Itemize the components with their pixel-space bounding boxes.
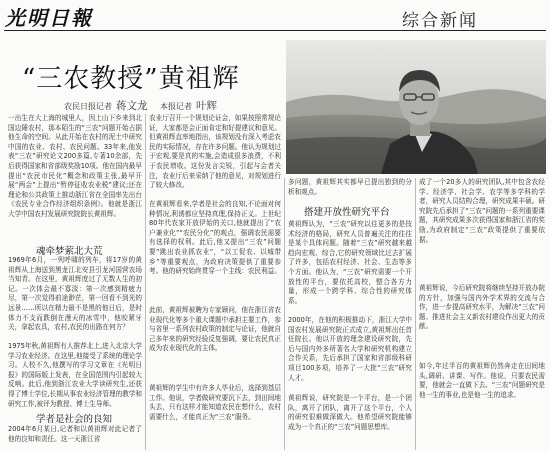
byline [64,98,221,113]
column-4-paragraph-2: 黄祖辉说，今后研究院将继续坚持开放办院的方针，加强与国内外学术界的交流与合作，进一步提高研究水平，为解决“三农”问题、推进社会主义新农村建设作出更大的贡献。 [419,284,545,331]
byline-role-1: 农民日报记者 [64,102,112,111]
section-title: 综合新闻 [402,11,478,31]
column-3-paragraph-2: 黄祖辉认为，“三农”研究以往更多的是技术经济的格局，研究人员普遍关注的往往是某个具体问题。随着“三农”研究越来越趋向宏观、综合,它的研究领域比过去扩展了许多，包括农村经济、社会、生态等多个方面。他认为，“三农”研究需要一个开放性的平台，要依托高校，整合各方力量，形成一个跨学科、综合性的研究体系。 [288,220,412,305]
newspaper-masthead: 光明日報 [5,6,93,30]
subheading-3: 搭建开放性研究平台 [304,207,390,218]
byline-name-2: 叶辉 [196,100,218,112]
column-1-paragraph-1: 一出生在大上海的城里人，因上山下乡来到北国边陲农村，那本陌生的“三农”问题开始占据他生命的空间。从此开始在农村的泥土中研究中国的农业、农村、农民问题。33年来,他发表“三农”研究论文200多篇,专著10余部，先后获得国家和省部级奖励10项。他在国内最早提出“农民市民化”概念和政策主张,最早开展“两会”上提出“暂停征收农业税”建议;还在理论和公共政策上推动浙江省在全国率先出台《农民专业合作经济组织条例》。他就是浙江大学中国农村发展研究院院长黄祖辉。 [8,114,142,218]
column-1-paragraph-2: 1969年6月，一列呼啸的列车，将17岁的黄祖辉从上海送到黑龙江北安县引龙河国营农场当知青。在这里，黄祖辉度过了无数人生的初记。一次体会最不寡淡：第一次感到精疲力尽，第一次觉得前途渺茫，第一回看不到光的远景……所以在精力最不是黑的他日后，是时体力不支而跌倒在漫天的冰雪中，他咬紧牙关，拿起农具，农村,农民的出路在何方？ [8,256,142,332]
subheading-2: 学者是社会的良知 [36,414,113,425]
column-1-paragraph-4: 2004年6月某日,记者和以黄祖辉对此记者了他的良知和责任。这一天浙江省 [8,425,142,443]
column-2-paragraph-4: 黄祖辉的学生中有许多人毕业后，选择到基层工作。他说，学者做研究要沉下去，到田间地头去，只有这样才能知道农民在想什么，农村需要什么，才能真正为“三农”服务。 [149,384,281,421]
column-divider [145,114,146,450]
column-3-paragraph-3: 2000年，在他的积极推动下，浙江大学中国农村发展研究院正式成立,黄祖辉出任首任院长。他以开放的理念建设研究院，先后与国内外多所著名大学和研究机构建立合作关系，先后承担了国家和省部级科研项目100多项，培养了一大批“三农”研究人才。 [288,316,412,382]
column-1-paragraph-3: 1975年秋,黄祖辉有人推荐北上,进入北京大学学习农业经济。在这里,他接受了系统的理论学习。人校不久,他撰写的学习文章在《光明日报》的国际版上发表，在全国范围内引起较大反响。此后,他到浙江农业大学读研究生,还获得了博士学位,长期从事农业经济管理的教学和研究工作,被评为教授、博士生导师。 [8,342,142,408]
column-4-paragraph-1: 成了一个20多人的研究团队,其中包含农经学、经济学、社会学、农学等多学科的学者，研究人员结构合理，研究成果丰硕。研究院先后承担了“三农”问题的一系列重要课题，其研究成果多次获得国家和浙江省的奖励,为政府制定“三农”政策提供了重要依据。 [419,178,545,244]
column-2-paragraph-3: 此前，黄祖辉被聘为专家顾问，他在浙江省农业现代化等多个重大课题中承担主要工作，参与省里一系列农村政策的制定与论证，他就自己多年来的研究经验反复强调，要让农民真正成为农业现代化的主体。 [149,306,281,353]
byline-name-1: 蒋文龙 [116,100,148,112]
portrait-photo [286,40,546,174]
column-3-paragraph-4: 黄祖辉说，研究院是一个平台，是一个团队，离开了团队，离开了这个平台，个人的研究很难做深做大。他希望研究院能够成为一个真正的“三农”问题思想库。 [288,394,412,431]
column-divider [284,178,285,450]
header-rule [4,30,546,31]
column-2-paragraph-2: 在黄祖辉看来,学者是社会的良知,不论面对何种情况,利诱都应坚持真理,保持正义。上世纪80年代农家开放伊始的关口,他就提出了“农户兼业化”“农民分化”的观点，强调农民需要有选择的权利。此后,他又提出“三农”问题要“跳出农业抓农业”，“以工促农、以城带乡”等重要观点，为政府决策提供了重要参考。他的研究始终贯穿一个主线：农民利益。 [149,200,281,276]
column-2-paragraph-1: 农业厅召开一个规划论证会，如果按照常规论证，大家都是会正面肯定和好提建议和意见。但黄祖辉直率地指出，该规划没有深入考虑农民的实际情况，存在许多问题。他认为规划过于宏观,要是真的实施,会造成很多浪费，不利于农民增收。这份发言尖锐，引起与会者关注，农业厅后来采纳了他的意见，对规划进行了较大修改。 [149,114,281,190]
column-divider [415,178,416,450]
column-3-paragraph-1: 多问题，黄祖辉其实都早已提出独到的分析和观点。 [288,178,412,196]
byline-role-2: 本报记者 [160,102,193,111]
article-headline: “三农教授”黄祖辉 [22,64,240,94]
subheading-1: 魂牵梦萦北大荒 [36,246,103,257]
column-4-paragraph-3: 如今,年过半百的黄祖辉仍然奔走在田间地头,调研、讲课、写作。他说，只要农民需要，他就会一直做下去。“三农”问题研究是他一生的事业,也是他一生的追求。 [419,362,545,399]
portrait-photo-image [286,40,546,174]
